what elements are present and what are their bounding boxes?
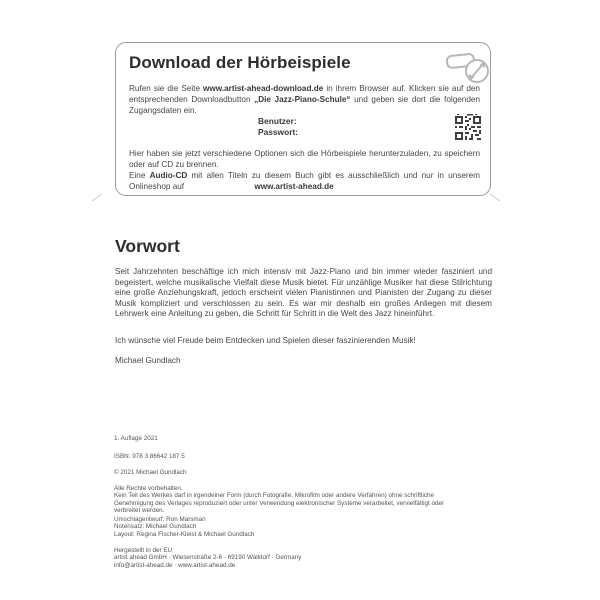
rights-block — [114, 485, 459, 514]
intro-text: Rufen sie die Seite — [129, 84, 204, 93]
download-info-box — [115, 42, 491, 196]
qr-code-icon — [455, 114, 481, 145]
rights-detail-line: Kein Teil des Werkes darf in irgendeiner Form (durch Fotografie, Mikrofilm oder andere Verfahren) ohne schriftliche Genehmigung des Verlages reproduziert oder unter Verwendung elektronischer Systeme verarbeitet, vervielfältigt oder verbreitet werden. — [114, 492, 445, 514]
made-in-line: Hergestellt in der EU — [114, 547, 173, 554]
vorwort-paragraph: Seit Jahrzehnten beschäftige ich mich intensiv mit Jazz-Piano und bin immer wieder fasziniert und begeistert, welche musikalische Vielfalt diese Musik bietet. Für unzählige Musiker hat diese Stilrichtung eine große Anziehungskraft, jedoch erscheint vielen Pianistinnen und Pianisten der Zugang zu dieser Musik kompliziert und verschlossen zu sein. Es war mir deshalb ein großes Anliegen mit diesem Lehrwerk eine Anleitung zu geben, die Schritt für Schritt in die Welt des Jazz hineinführt. — [115, 267, 492, 318]
notation-credit: Notensatz: Michael Gundlach — [114, 523, 197, 531]
vorwort-wish-line: Ich wünsche viel Freude beim Entdecken und Spielen dieser faszinierenden Musik! — [115, 336, 416, 345]
cover-design-credit: Umschlagentwurf: Ron Marsman — [114, 516, 206, 523]
isbn-line: ISBN: 978 3 86642 187 5 — [114, 453, 185, 460]
fold-mark-right — [489, 194, 500, 201]
user-label: Benutzer: — [258, 116, 297, 126]
publisher-address: artist ahead GmbH · Wiesenstraße 2-6 · 69190 Walldorf · Germany — [114, 554, 302, 562]
credentials-block — [258, 116, 298, 138]
shop-text — [129, 170, 480, 192]
copyright-line: © 2021 Michael Gundlach — [114, 469, 187, 476]
production-block — [114, 547, 301, 569]
author-name: Michael Gundlach — [115, 356, 181, 365]
audio-cd-label: Audio-CD — [149, 171, 188, 180]
intro-text: in ihrem Browser auf. Klicken sie auf den entsprechenden Downloadbutton — [129, 84, 480, 104]
password-label: Passwort: — [258, 127, 299, 137]
intro-text: und geben sie dort die folgenden Zugangsdaten ein. — [129, 95, 481, 115]
options-text: Hier haben sie jetzt verschiedene Optionen sich die Hörbeispiele herunterzuladen, zu speichern oder auf CD zu brennen. — [129, 149, 480, 169]
publisher-contact: info@artist-ahead.de · www.artist-ahead.de — [114, 561, 236, 569]
download-options — [129, 148, 480, 192]
credits-block — [114, 516, 254, 538]
shop-text-part: Eine — [129, 171, 150, 180]
shop-url: www.artist-ahead.de — [254, 182, 334, 191]
download-url: www.artist-ahead-download.de — [203, 84, 324, 93]
vorwort-heading: Vorwort — [115, 236, 180, 256]
download-button-name: „Die Jazz-Piano-Schule“ — [254, 95, 351, 104]
layout-credit: Layout: Regina Fischer-Kleist & Michael Gundlach — [114, 530, 255, 538]
edition-line: 1. Auflage 2021 — [114, 435, 158, 442]
shop-text-part: mit allen Titeln zu diesem Buch gibt es ausschließlich und nur in unserem Onlineshop auf — [129, 171, 480, 191]
rights-reserved-line: Alle Rechte vorbehalten. — [114, 485, 183, 492]
fold-mark-left — [92, 194, 103, 201]
download-box-title: Download der Hörbeispiele — [129, 53, 351, 72]
download-instructions — [129, 83, 480, 116]
